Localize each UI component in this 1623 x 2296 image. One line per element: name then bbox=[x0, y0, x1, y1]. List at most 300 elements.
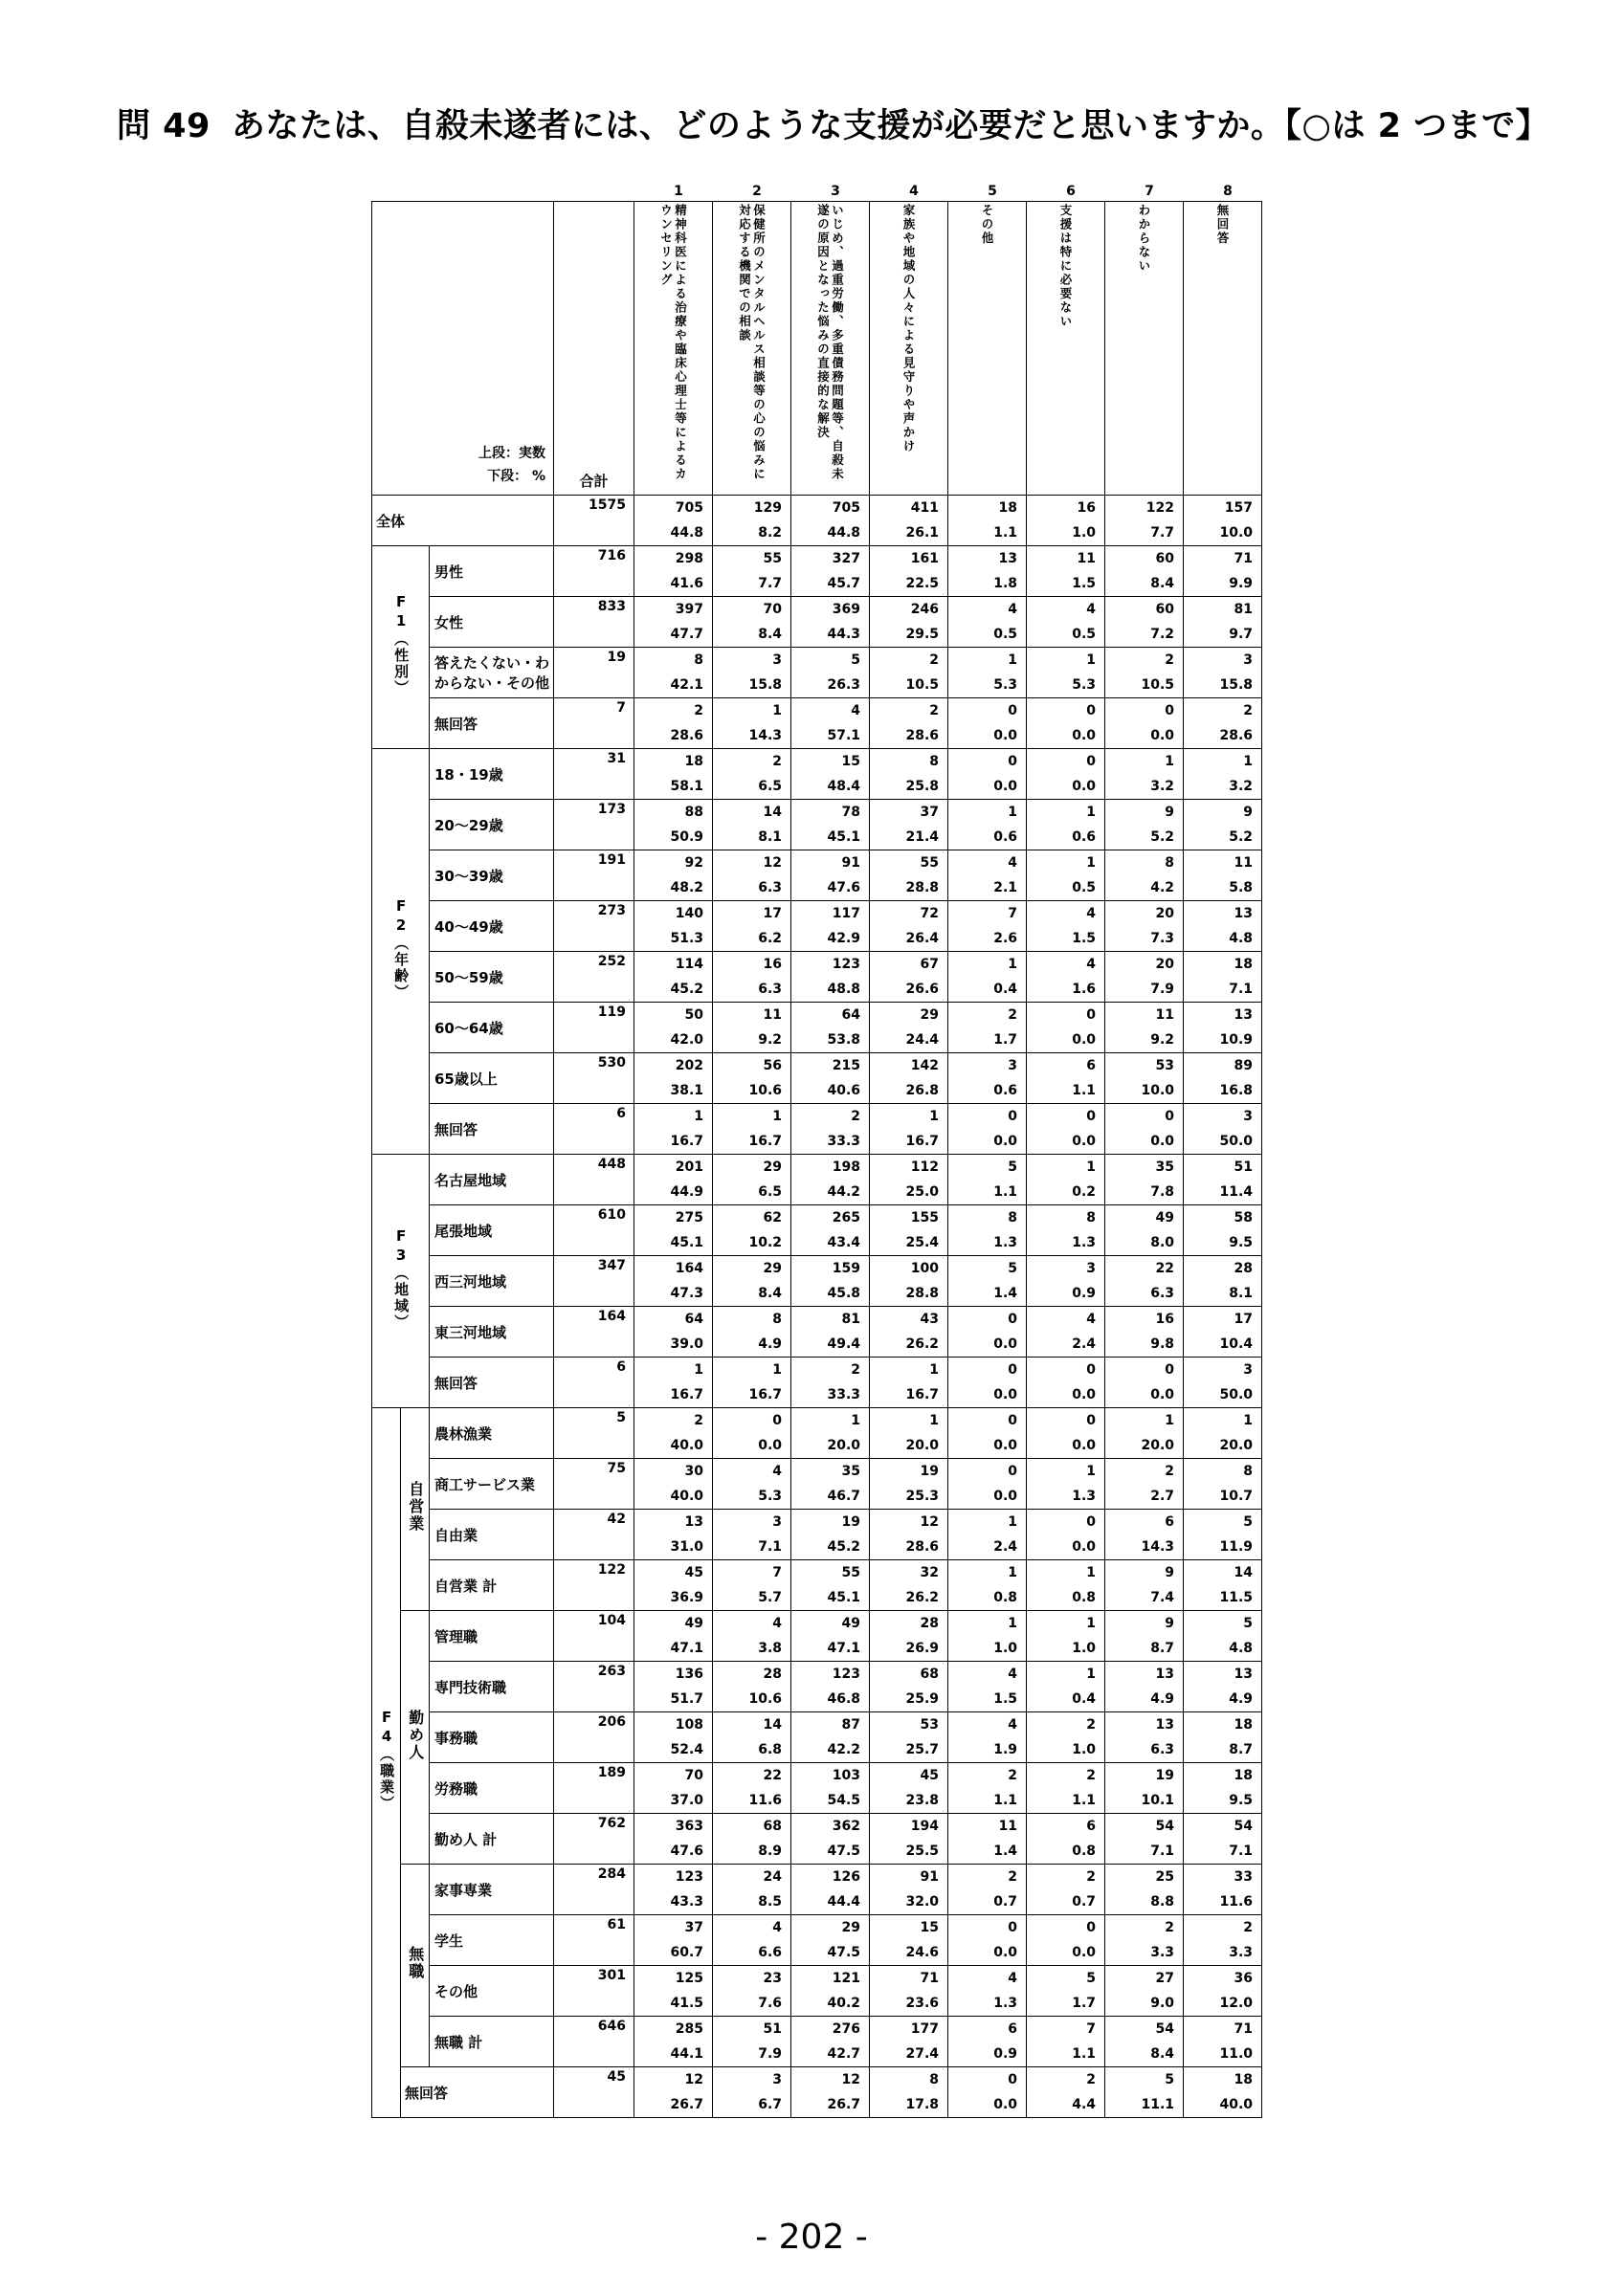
count-cell: 8 bbox=[870, 2067, 948, 2093]
count-cell: 4 bbox=[1027, 597, 1105, 623]
count-cell: 2 bbox=[1105, 1915, 1184, 1941]
percent-cell: 7.1 bbox=[1184, 1839, 1262, 1865]
percent-cell: 50.9 bbox=[634, 825, 713, 850]
count-cell: 28 bbox=[1184, 1256, 1262, 1282]
count-cell: 3 bbox=[948, 1053, 1027, 1079]
percent-cell: 17.8 bbox=[870, 2092, 948, 2118]
percent-cell: 33.3 bbox=[791, 1129, 870, 1155]
count-cell: 91 bbox=[870, 1865, 948, 1890]
percent-cell: 8.4 bbox=[1105, 2042, 1184, 2067]
count-cell: 18 bbox=[1184, 1712, 1262, 1738]
count-cell: 1 bbox=[870, 1104, 948, 1130]
count-cell: 92 bbox=[634, 850, 713, 876]
percent-cell: 20.0 bbox=[1105, 1433, 1184, 1459]
table-row bbox=[372, 800, 1262, 826]
group-label-text: 無職 bbox=[406, 1946, 425, 1981]
count-cell: 1 bbox=[791, 1408, 870, 1434]
percent-cell: 1.7 bbox=[1027, 1991, 1105, 2017]
group-label bbox=[372, 749, 430, 1155]
group-label bbox=[372, 1408, 401, 2118]
percent-cell: 20.0 bbox=[870, 1433, 948, 1459]
percent-cell: 40.6 bbox=[791, 1078, 870, 1104]
count-cell: 298 bbox=[634, 546, 713, 572]
count-cell: 100 bbox=[870, 1256, 948, 1282]
subgroup-label bbox=[401, 1408, 430, 1611]
percent-cell: 44.4 bbox=[791, 1889, 870, 1915]
count-cell: 2 bbox=[634, 698, 713, 724]
row-label: 無職 計 bbox=[430, 2017, 554, 2067]
percent-cell: 36.9 bbox=[634, 1585, 713, 1611]
percent-cell: 45.2 bbox=[634, 977, 713, 1003]
group-label-text: 勤め人 bbox=[406, 1709, 425, 1761]
percent-cell: 1.1 bbox=[1027, 2042, 1105, 2067]
percent-cell: 37.0 bbox=[634, 1788, 713, 1814]
row-total: 61 bbox=[554, 1915, 634, 1966]
column-header: 無回答 bbox=[1184, 202, 1262, 496]
percent-cell: 6.7 bbox=[713, 2092, 791, 2118]
percent-cell: 16.7 bbox=[634, 1129, 713, 1155]
percent-cell: 8.0 bbox=[1105, 1230, 1184, 1256]
percent-cell: 2.1 bbox=[948, 875, 1027, 901]
percent-cell: 16.7 bbox=[870, 1382, 948, 1408]
table-row bbox=[372, 1459, 1262, 1485]
percent-cell: 42.2 bbox=[791, 1737, 870, 1763]
percent-cell: 5.2 bbox=[1105, 825, 1184, 850]
count-cell: 36 bbox=[1184, 1966, 1262, 1992]
count-cell: 2 bbox=[791, 1358, 870, 1383]
percent-cell: 45.2 bbox=[791, 1534, 870, 1560]
group-label-text: 自営業 bbox=[406, 1481, 425, 1534]
count-cell: 0 bbox=[948, 1408, 1027, 1434]
percent-cell: 0.9 bbox=[1027, 1281, 1105, 1307]
percent-cell: 8.8 bbox=[1105, 1889, 1184, 1915]
table-row bbox=[372, 901, 1262, 927]
percent-cell: 0.8 bbox=[1027, 1839, 1105, 1865]
percent-cell: 20.0 bbox=[1184, 1433, 1262, 1459]
percent-cell: 1.0 bbox=[1027, 1737, 1105, 1763]
count-cell: 140 bbox=[634, 901, 713, 927]
count-cell: 0 bbox=[1105, 1104, 1184, 1130]
count-cell: 0 bbox=[948, 1307, 1027, 1333]
count-cell: 1 bbox=[713, 1358, 791, 1383]
count-cell: 6 bbox=[948, 2017, 1027, 2042]
count-cell: 22 bbox=[1105, 1256, 1184, 1282]
count-cell: 18 bbox=[1184, 952, 1262, 978]
percent-cell: 10.2 bbox=[713, 1230, 791, 1256]
percent-cell: 1.3 bbox=[948, 1230, 1027, 1256]
count-cell: 28 bbox=[870, 1611, 948, 1637]
count-cell: 29 bbox=[870, 1003, 948, 1028]
count-cell: 1 bbox=[948, 1510, 1027, 1535]
percent-cell: 44.1 bbox=[634, 2042, 713, 2067]
percent-cell: 0.8 bbox=[948, 1585, 1027, 1611]
percent-cell: 0.0 bbox=[948, 2092, 1027, 2118]
count-cell: 1 bbox=[1027, 800, 1105, 826]
count-cell: 161 bbox=[870, 546, 948, 572]
percent-cell: 1.1 bbox=[1027, 1788, 1105, 1814]
percent-cell: 3.2 bbox=[1105, 774, 1184, 800]
count-cell: 0 bbox=[1027, 1408, 1105, 1434]
row-label: 勤め人 計 bbox=[430, 1814, 554, 1865]
count-cell: 70 bbox=[634, 1763, 713, 1789]
percent-cell: 11.6 bbox=[1184, 1889, 1262, 1915]
percent-cell: 25.0 bbox=[870, 1180, 948, 1205]
row-label: 30～39歳 bbox=[430, 850, 554, 901]
count-cell: 13 bbox=[1105, 1662, 1184, 1688]
count-cell: 4 bbox=[1027, 952, 1105, 978]
table-row bbox=[372, 1611, 1262, 1637]
percent-cell: 7.1 bbox=[713, 1534, 791, 1560]
column-number: 7 bbox=[1145, 184, 1154, 199]
percent-cell: 46.7 bbox=[791, 1484, 870, 1510]
count-cell: 11 bbox=[713, 1003, 791, 1028]
row-total: 7 bbox=[554, 698, 634, 749]
count-cell: 2 bbox=[1105, 1459, 1184, 1485]
row-label: 無回答 bbox=[401, 2067, 554, 2118]
count-cell: 7 bbox=[948, 901, 1027, 927]
table-row bbox=[372, 2017, 1262, 2042]
percent-cell: 1.4 bbox=[948, 1281, 1027, 1307]
percent-cell: 24.6 bbox=[870, 1940, 948, 1966]
row-total: 530 bbox=[554, 1053, 634, 1104]
count-cell: 54 bbox=[1184, 1814, 1262, 1840]
row-label: 管理職 bbox=[430, 1611, 554, 1662]
count-cell: 4 bbox=[948, 1966, 1027, 1992]
count-cell: 0 bbox=[948, 1459, 1027, 1485]
percent-cell: 1.1 bbox=[948, 520, 1027, 546]
row-label: 農林漁業 bbox=[430, 1408, 554, 1459]
percent-cell: 8.1 bbox=[1184, 1281, 1262, 1307]
count-cell: 5 bbox=[1184, 1510, 1262, 1535]
percent-cell: 42.1 bbox=[634, 673, 713, 698]
percent-cell: 2.4 bbox=[948, 1534, 1027, 1560]
count-cell: 265 bbox=[791, 1205, 870, 1231]
percent-cell: 48.2 bbox=[634, 875, 713, 901]
percent-cell: 1.4 bbox=[948, 1839, 1027, 1865]
group-label bbox=[372, 1155, 430, 1408]
percent-cell: 54.5 bbox=[791, 1788, 870, 1814]
count-cell: 123 bbox=[791, 1662, 870, 1688]
count-cell: 705 bbox=[634, 496, 713, 521]
percent-cell: 6.3 bbox=[713, 977, 791, 1003]
count-cell: 29 bbox=[791, 1915, 870, 1941]
row-total: 833 bbox=[554, 597, 634, 648]
count-cell: 50 bbox=[634, 1003, 713, 1028]
percent-cell: 26.2 bbox=[870, 1332, 948, 1358]
table-row bbox=[372, 1053, 1262, 1079]
percent-cell: 1.1 bbox=[1027, 1078, 1105, 1104]
count-cell: 49 bbox=[634, 1611, 713, 1637]
percent-cell: 9.5 bbox=[1184, 1788, 1262, 1814]
count-cell: 2 bbox=[948, 1865, 1027, 1890]
percent-cell: 15.8 bbox=[1184, 673, 1262, 698]
count-cell: 9 bbox=[1184, 800, 1262, 826]
count-cell: 54 bbox=[1105, 2017, 1184, 2042]
row-label: その他 bbox=[430, 1966, 554, 2017]
count-cell: 112 bbox=[870, 1155, 948, 1181]
table-row bbox=[372, 1814, 1262, 1840]
percent-cell: 60.7 bbox=[634, 1940, 713, 1966]
column-number: 3 bbox=[831, 184, 840, 199]
table-row bbox=[372, 1408, 1262, 1434]
percent-cell: 1.3 bbox=[1027, 1484, 1105, 1510]
percent-cell: 7.6 bbox=[713, 1991, 791, 2017]
count-cell: 1 bbox=[948, 1560, 1027, 1586]
count-cell: 705 bbox=[791, 496, 870, 521]
count-cell: 24 bbox=[713, 1865, 791, 1890]
count-cell: 8 bbox=[948, 1205, 1027, 1231]
row-label: 答えたくない・わからない・その他 bbox=[430, 648, 554, 698]
percent-cell: 44.2 bbox=[791, 1180, 870, 1205]
percent-cell: 9.5 bbox=[1184, 1230, 1262, 1256]
group-label-text: F4（職業） bbox=[378, 1709, 396, 1813]
percent-cell: 8.1 bbox=[713, 825, 791, 850]
count-cell: 194 bbox=[870, 1814, 948, 1840]
percent-cell: 12.0 bbox=[1184, 1991, 1262, 2017]
count-cell: 108 bbox=[634, 1712, 713, 1738]
percent-cell: 47.6 bbox=[634, 1839, 713, 1865]
percent-cell: 2.4 bbox=[1027, 1332, 1105, 1358]
percent-cell: 5.3 bbox=[1027, 673, 1105, 698]
percent-cell: 27.4 bbox=[870, 2042, 948, 2067]
column-number-row bbox=[639, 184, 1261, 203]
percent-cell: 0.0 bbox=[1027, 774, 1105, 800]
count-cell: 1 bbox=[634, 1104, 713, 1130]
count-cell: 19 bbox=[1105, 1763, 1184, 1789]
percent-cell: 0.0 bbox=[713, 1433, 791, 1459]
percent-cell: 0.7 bbox=[1027, 1889, 1105, 1915]
row-total: 1575 bbox=[554, 496, 634, 546]
row-label: 男性 bbox=[430, 546, 554, 597]
percent-cell: 0.5 bbox=[1027, 622, 1105, 648]
percent-cell: 50.0 bbox=[1184, 1382, 1262, 1408]
table-row bbox=[372, 1560, 1262, 1586]
count-cell: 13 bbox=[634, 1510, 713, 1535]
question-title bbox=[117, 99, 1549, 147]
percent-cell: 0.0 bbox=[948, 1433, 1027, 1459]
table-row bbox=[372, 1915, 1262, 1941]
count-cell: 2 bbox=[1105, 648, 1184, 673]
count-cell: 0 bbox=[948, 1358, 1027, 1383]
count-cell: 1 bbox=[948, 952, 1027, 978]
row-total: 273 bbox=[554, 901, 634, 952]
legend-cell bbox=[372, 202, 554, 496]
count-cell: 18 bbox=[1184, 2067, 1262, 2093]
count-cell: 3 bbox=[1184, 1358, 1262, 1383]
column-header: 家族や地域の人々による見守りや声かけ bbox=[870, 202, 948, 496]
count-cell: 9 bbox=[1105, 800, 1184, 826]
count-cell: 35 bbox=[1105, 1155, 1184, 1181]
count-cell: 8 bbox=[1105, 850, 1184, 876]
percent-cell: 51.7 bbox=[634, 1687, 713, 1712]
percent-cell: 0.0 bbox=[948, 1129, 1027, 1155]
row-total: 173 bbox=[554, 800, 634, 850]
count-cell: 411 bbox=[870, 496, 948, 521]
count-cell: 4 bbox=[713, 1611, 791, 1637]
count-cell: 91 bbox=[791, 850, 870, 876]
count-cell: 1 bbox=[870, 1358, 948, 1383]
count-cell: 6 bbox=[1105, 1510, 1184, 1535]
header-row bbox=[372, 202, 1262, 496]
percent-cell: 5.8 bbox=[1184, 875, 1262, 901]
group-label-text: F1（性別） bbox=[392, 593, 411, 697]
count-cell: 71 bbox=[1184, 546, 1262, 572]
count-cell: 78 bbox=[791, 800, 870, 826]
count-cell: 5 bbox=[1105, 2067, 1184, 2093]
percent-cell: 42.0 bbox=[634, 1027, 713, 1053]
count-cell: 2 bbox=[1027, 1763, 1105, 1789]
count-cell: 142 bbox=[870, 1053, 948, 1079]
percent-cell: 1.3 bbox=[1027, 1230, 1105, 1256]
count-cell: 0 bbox=[1027, 749, 1105, 775]
count-cell: 123 bbox=[634, 1865, 713, 1890]
percent-cell: 16.7 bbox=[713, 1382, 791, 1408]
table-row bbox=[372, 1763, 1262, 1789]
percent-cell: 16.7 bbox=[870, 1129, 948, 1155]
count-cell: 8 bbox=[1027, 1205, 1105, 1231]
count-cell: 33 bbox=[1184, 1865, 1262, 1890]
percent-cell: 0.0 bbox=[1027, 1534, 1105, 1560]
count-cell: 2 bbox=[1027, 1712, 1105, 1738]
count-cell: 56 bbox=[713, 1053, 791, 1079]
row-total: 448 bbox=[554, 1155, 634, 1205]
row-label: 学生 bbox=[430, 1915, 554, 1966]
percent-cell: 11.6 bbox=[713, 1788, 791, 1814]
percent-cell: 0.0 bbox=[1027, 1940, 1105, 1966]
count-cell: 3 bbox=[713, 2067, 791, 2093]
count-cell: 11 bbox=[1105, 1003, 1184, 1028]
count-cell: 215 bbox=[791, 1053, 870, 1079]
count-cell: 53 bbox=[1105, 1053, 1184, 1079]
percent-cell: 23.8 bbox=[870, 1788, 948, 1814]
percent-cell: 4.9 bbox=[1105, 1687, 1184, 1712]
percent-cell: 50.0 bbox=[1184, 1129, 1262, 1155]
count-cell: 276 bbox=[791, 2017, 870, 2042]
percent-cell: 11.9 bbox=[1184, 1534, 1262, 1560]
percent-cell: 8.4 bbox=[713, 1281, 791, 1307]
count-cell: 12 bbox=[634, 2067, 713, 2093]
table-row bbox=[372, 496, 1262, 521]
percent-cell: 28.8 bbox=[870, 875, 948, 901]
percent-cell: 0.6 bbox=[1027, 825, 1105, 850]
count-cell: 89 bbox=[1184, 1053, 1262, 1079]
percent-cell: 11.0 bbox=[1184, 2042, 1262, 2067]
count-cell: 0 bbox=[1027, 1104, 1105, 1130]
table-row bbox=[372, 952, 1262, 978]
count-cell: 55 bbox=[870, 850, 948, 876]
count-cell: 246 bbox=[870, 597, 948, 623]
percent-cell: 48.4 bbox=[791, 774, 870, 800]
count-cell: 17 bbox=[1184, 1307, 1262, 1333]
count-cell: 0 bbox=[1027, 1358, 1105, 1383]
count-cell: 68 bbox=[713, 1814, 791, 1840]
percent-cell: 7.1 bbox=[1184, 977, 1262, 1003]
count-cell: 123 bbox=[791, 952, 870, 978]
count-cell: 13 bbox=[1184, 901, 1262, 927]
row-label: 50～59歳 bbox=[430, 952, 554, 1003]
percent-cell: 8.7 bbox=[1105, 1636, 1184, 1662]
row-label: 65歳以上 bbox=[430, 1053, 554, 1104]
count-cell: 51 bbox=[1184, 1155, 1262, 1181]
row-label: 全体 bbox=[372, 496, 554, 546]
percent-cell: 0.0 bbox=[1027, 723, 1105, 749]
count-cell: 23 bbox=[713, 1966, 791, 1992]
count-cell: 1 bbox=[948, 1611, 1027, 1637]
count-cell: 19 bbox=[870, 1459, 948, 1485]
percent-cell: 0.0 bbox=[948, 774, 1027, 800]
count-cell: 136 bbox=[634, 1662, 713, 1688]
percent-cell: 10.4 bbox=[1184, 1332, 1262, 1358]
count-cell: 159 bbox=[791, 1256, 870, 1282]
percent-cell: 1.0 bbox=[1027, 1636, 1105, 1662]
count-cell: 0 bbox=[1027, 1510, 1105, 1535]
count-cell: 55 bbox=[791, 1560, 870, 1586]
percent-cell: 10.5 bbox=[1105, 673, 1184, 698]
percent-cell: 42.9 bbox=[791, 926, 870, 952]
percent-cell: 0.0 bbox=[948, 723, 1027, 749]
percent-cell: 48.8 bbox=[791, 977, 870, 1003]
count-cell: 53 bbox=[870, 1712, 948, 1738]
table-row bbox=[372, 1358, 1262, 1383]
count-cell: 327 bbox=[791, 546, 870, 572]
row-total: 45 bbox=[554, 2067, 634, 2118]
percent-cell: 26.3 bbox=[791, 673, 870, 698]
count-cell: 17 bbox=[713, 901, 791, 927]
subgroup-label bbox=[401, 1865, 430, 2067]
row-total: 206 bbox=[554, 1712, 634, 1763]
row-total: 301 bbox=[554, 1966, 634, 2017]
column-header: 精神科医による治療や臨床心理士等によるカウンセリング bbox=[634, 202, 713, 496]
question-text: あなたは、自殺未遂者には、どのような支援が必要だと思いますか。【○は 2 つまで】 bbox=[231, 107, 1550, 145]
count-cell: 122 bbox=[1105, 496, 1184, 521]
percent-cell: 47.3 bbox=[634, 1281, 713, 1307]
count-cell: 1 bbox=[1027, 1611, 1105, 1637]
table-row bbox=[372, 597, 1262, 623]
count-cell: 1 bbox=[1027, 648, 1105, 673]
count-cell: 11 bbox=[948, 1814, 1027, 1840]
percent-cell: 0.9 bbox=[948, 2042, 1027, 2067]
row-label: 60～64歳 bbox=[430, 1003, 554, 1053]
count-cell: 5 bbox=[948, 1256, 1027, 1282]
percent-cell: 33.3 bbox=[791, 1382, 870, 1408]
count-cell: 6 bbox=[1027, 1814, 1105, 1840]
count-cell: 0 bbox=[1105, 1358, 1184, 1383]
percent-cell: 14.3 bbox=[713, 723, 791, 749]
count-cell: 13 bbox=[1184, 1662, 1262, 1688]
row-label: 18・19歳 bbox=[430, 749, 554, 800]
percent-cell: 6.2 bbox=[713, 926, 791, 952]
row-total: 31 bbox=[554, 749, 634, 800]
percent-cell: 43.3 bbox=[634, 1889, 713, 1915]
column-number: 1 bbox=[674, 184, 683, 199]
percent-cell: 44.8 bbox=[634, 520, 713, 546]
count-cell: 4 bbox=[713, 1915, 791, 1941]
count-cell: 0 bbox=[713, 1408, 791, 1434]
percent-cell: 1.3 bbox=[948, 1991, 1027, 2017]
group-label-text: F3（地域） bbox=[392, 1226, 411, 1331]
row-total: 75 bbox=[554, 1459, 634, 1510]
count-cell: 2 bbox=[634, 1408, 713, 1434]
percent-cell: 44.9 bbox=[634, 1180, 713, 1205]
column-header: いじめ、過重労働、多重債務問題等、自殺未遂の原因となった悩みの直接的な解決 bbox=[791, 202, 870, 496]
percent-cell: 8.4 bbox=[713, 622, 791, 648]
count-cell: 8 bbox=[870, 749, 948, 775]
count-cell: 64 bbox=[634, 1307, 713, 1333]
percent-cell: 4.8 bbox=[1184, 926, 1262, 952]
count-cell: 177 bbox=[870, 2017, 948, 2042]
count-cell: 4 bbox=[948, 1662, 1027, 1688]
count-cell: 4 bbox=[948, 1712, 1027, 1738]
